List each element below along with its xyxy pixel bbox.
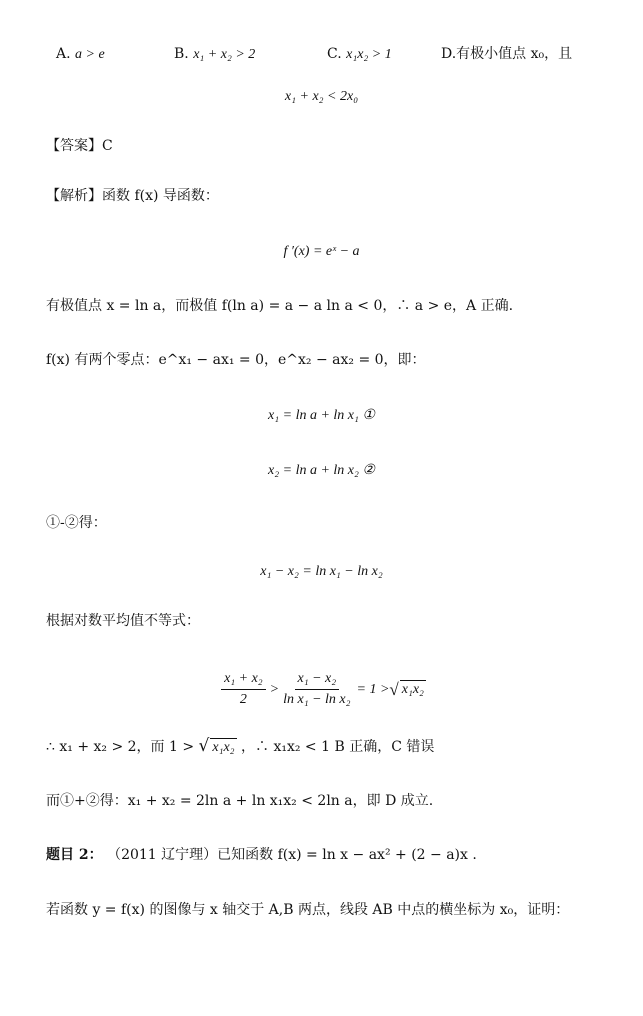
inequality-tail: = 1 > — [356, 681, 390, 697]
conclusion-sqrt: x₁x₂ — [212, 740, 235, 755]
option-d — [441, 44, 572, 64]
subtract-label: ①-②得： — [46, 515, 107, 531]
equation-1 — [0, 405, 643, 426]
problem-2-question: 若函数 y = f(x) 的图像与 x 轴交于 A,B 两点，线段 AB 中点的横坐标为 x₀，证明： — [46, 902, 570, 918]
option-b-expr: x₁ + x₂ > 2 — [193, 47, 256, 62]
option-c — [327, 44, 392, 65]
fraction-mean — [221, 670, 266, 709]
greater-than-sign: > — [269, 681, 280, 697]
option-a-expr: a > e — [75, 47, 105, 62]
conclusion-d: 而①+②得：x₁ + x₂ = 2ln a + ln x₁x₂ < 2ln a，即 D 成立. — [46, 793, 434, 809]
difference-formula: x₁ − x₂ = ln x₁ − ln x₂ — [260, 564, 383, 579]
zeros-line: f(x) 有两个零点：e^x₁ − ax₁ = 0，e^x₂ − ax₂ = 0，即： — [46, 352, 426, 368]
option-c-expr: x₁x₂ > 1 — [346, 47, 392, 62]
option-a-label: A. — [56, 46, 71, 62]
equation-2-text: x₂ = ln a + ln x₂ ② — [268, 463, 375, 478]
inequality-label: 根据对数平均值不等式： — [46, 613, 200, 629]
option-a — [56, 44, 105, 65]
derivative-line — [0, 241, 643, 262]
sqrt-product: x₁x₂ — [401, 682, 424, 697]
fraction-mean-numerator: x₁ + x₂ — [221, 670, 266, 690]
equation-1-text: x₁ = ln a + ln x₁ ① — [268, 408, 375, 423]
problem-2-title: 题目 2： — [46, 847, 103, 863]
derivative-formula: f ′(x) = eˣ − a — [283, 244, 360, 259]
option-d-expr-line — [0, 86, 643, 107]
fraction-log-numerator: x₁ − x₂ — [295, 670, 340, 690]
radical-sign: √ — [389, 679, 399, 699]
difference-line — [0, 561, 643, 582]
analysis-label: 【解析】函数 f(x) 导函数： — [46, 188, 219, 204]
option-b-label: B. — [174, 46, 189, 62]
option-b — [174, 44, 255, 65]
fraction-log-mean — [283, 670, 350, 709]
problem-2 — [46, 845, 477, 865]
option-d-label: D.有极小值点 x₀，且 — [441, 46, 573, 62]
log-mean-inequality — [0, 658, 643, 710]
radical-sign: √ — [198, 736, 210, 756]
conclusion-b-tail: ，∴ x₁x₂ < 1 B 正确，C 错误 — [241, 739, 435, 755]
problem-2-text: （2011 辽宁理）已知函数 f(x) = ln x − ax² + (2 − a)x . — [107, 847, 477, 863]
conclusion-b-text: ∴ x₁ + x₂ > 2，而 1 > — [46, 739, 195, 755]
conclusion-b-c — [46, 736, 434, 757]
option-c-label: C. — [327, 46, 342, 62]
equation-2 — [0, 460, 643, 481]
answer: 【答案】C — [46, 138, 113, 154]
fraction-log-denominator: ln x₁ − ln x₂ — [283, 692, 351, 707]
extreme-line: 有极值点 x = ln a，而极值 f(ln a) = a − a ln a < 0，∴ a > e，A 正确. — [46, 298, 514, 314]
option-d-expr: x₁ + x₂ < 2x₀ — [284, 89, 359, 104]
fraction-mean-denominator: 2 — [239, 692, 247, 707]
